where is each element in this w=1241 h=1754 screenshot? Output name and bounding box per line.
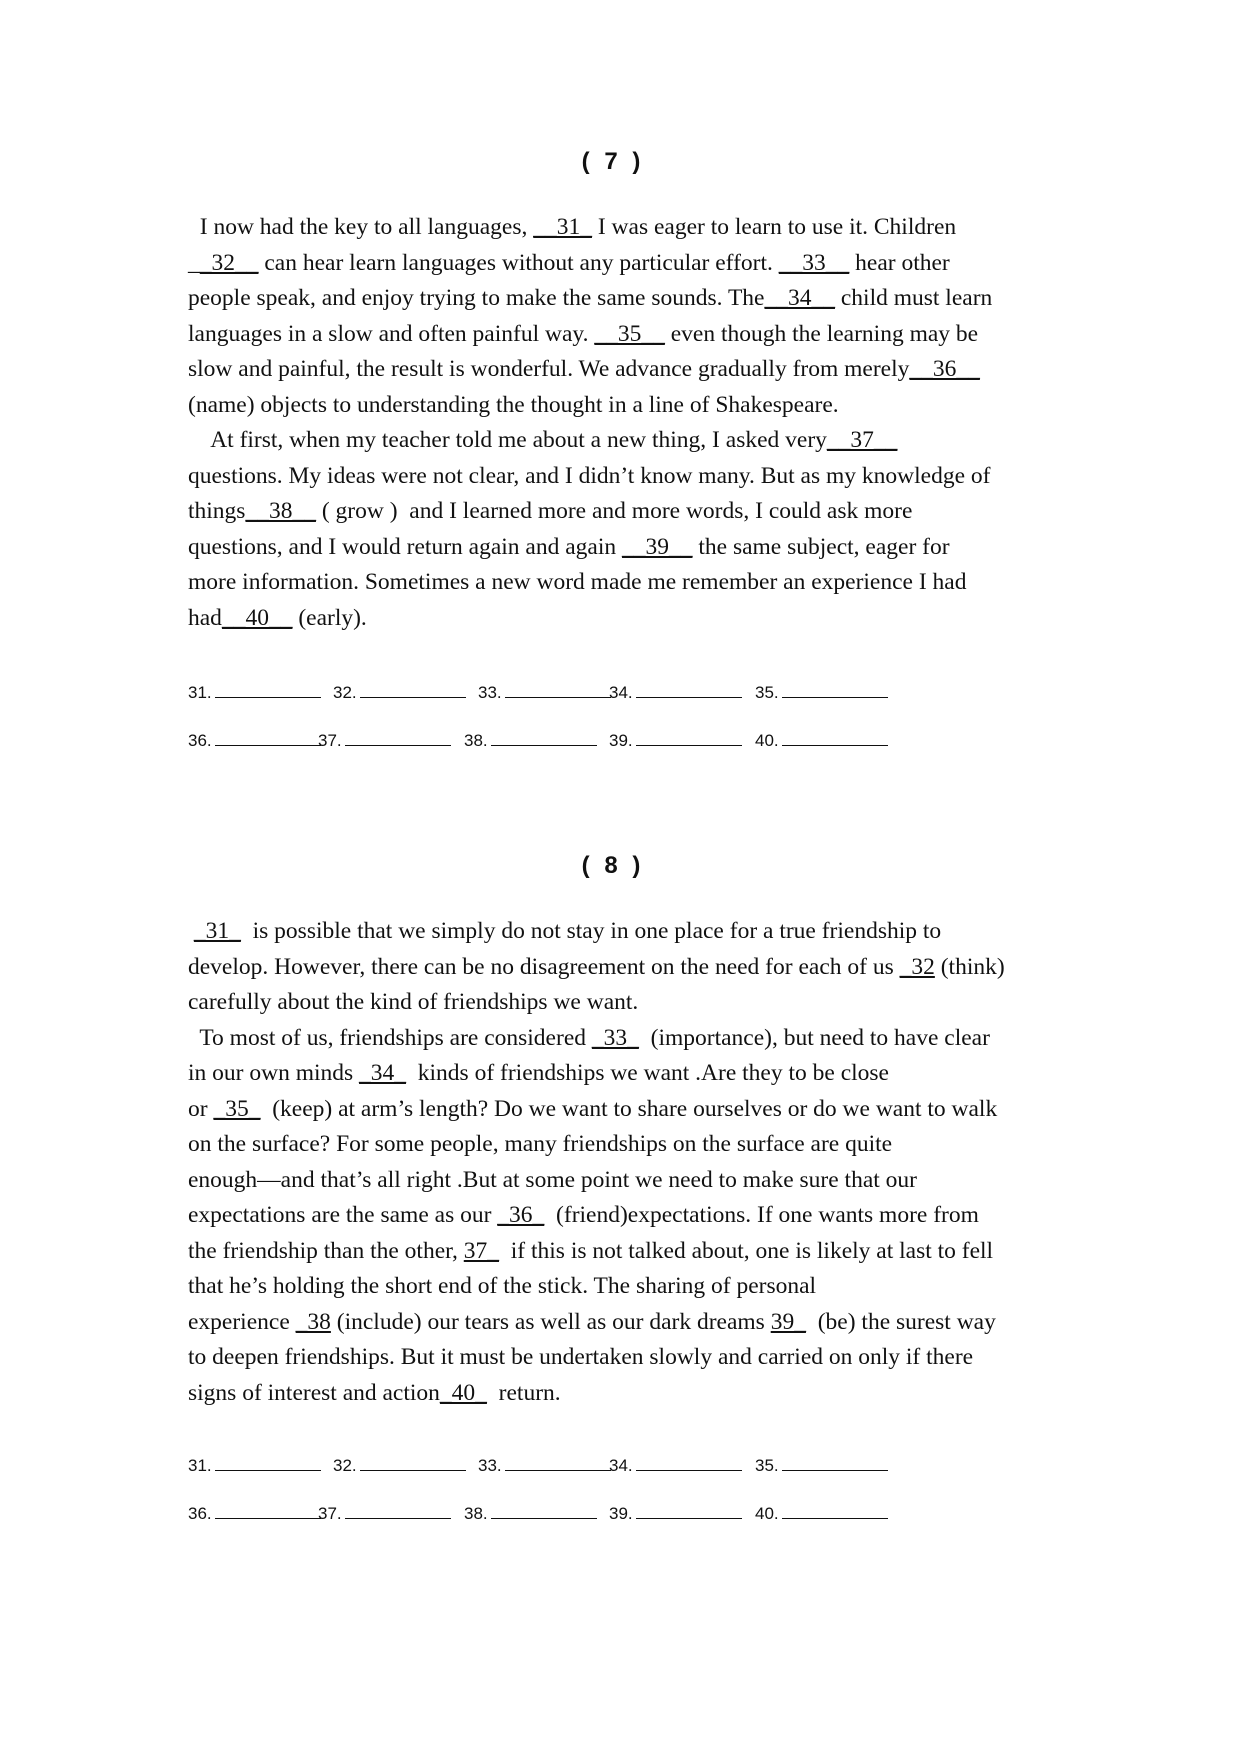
blank-number: _35_ bbox=[213, 1095, 261, 1122]
passage-line bbox=[188, 1163, 1068, 1199]
answer-blank[interactable] bbox=[636, 682, 742, 698]
passage-text: (be) the surest way bbox=[805, 1308, 996, 1335]
passage-line bbox=[188, 246, 1068, 282]
passage-line bbox=[188, 317, 1068, 353]
passage-text: experience bbox=[188, 1308, 296, 1335]
passage-text: return. bbox=[486, 1379, 561, 1406]
passage-line bbox=[188, 1376, 1068, 1412]
answer-number: 38. bbox=[464, 731, 488, 750]
answer-blank[interactable] bbox=[782, 1455, 888, 1471]
passage-text: that he’s holding the short end of the stick. The sharing of personal bbox=[188, 1273, 817, 1299]
answer-item bbox=[755, 1455, 888, 1476]
blank-number: __31_ bbox=[533, 214, 592, 240]
passage-line bbox=[188, 1340, 1068, 1376]
passage-line bbox=[188, 1234, 1068, 1270]
passage-text: in our own minds bbox=[188, 1060, 360, 1086]
answer-item bbox=[755, 1503, 888, 1524]
answer-number: 33. bbox=[478, 1456, 502, 1475]
answer-row bbox=[188, 1503, 1068, 1551]
blank-number: __38__ bbox=[245, 498, 316, 524]
answer-number: 33. bbox=[478, 683, 502, 702]
passage-line bbox=[188, 1127, 1068, 1163]
passage-text: the same subject, eager for bbox=[692, 533, 950, 560]
passage-text: people speak, and enjoy trying to make the same sounds. The bbox=[188, 285, 765, 311]
passage-text: the friendship than the other, bbox=[188, 1237, 464, 1264]
passage-line bbox=[188, 1305, 1068, 1341]
blank-number: _31_ bbox=[193, 918, 241, 944]
answer-number: 36. bbox=[188, 731, 212, 750]
answer-number: 36. bbox=[188, 1504, 212, 1523]
passage-text: to deepen friendships. But it must be undertaken slowly and carried on only if there bbox=[188, 1344, 974, 1370]
blank-number: _38 bbox=[295, 1308, 331, 1335]
passage-line bbox=[188, 601, 1068, 637]
passage-text: ( grow ) and I learned more and more words, I could ask more bbox=[315, 498, 913, 524]
passage-line bbox=[188, 1021, 1068, 1057]
section-heading: ( 8 ) bbox=[581, 852, 645, 879]
answer-item bbox=[333, 1455, 466, 1476]
answer-number: 31. bbox=[188, 683, 212, 702]
answer-number: 35. bbox=[755, 1456, 779, 1475]
answer-item bbox=[478, 682, 611, 703]
answer-item bbox=[188, 1503, 321, 1524]
passage-text: things bbox=[188, 498, 246, 524]
answer-blank[interactable] bbox=[215, 1503, 321, 1519]
answer-number: 39. bbox=[609, 1504, 633, 1523]
passage-line bbox=[188, 494, 1068, 530]
passage-line bbox=[188, 1198, 1068, 1234]
answer-blank[interactable] bbox=[215, 682, 321, 698]
answer-blank[interactable] bbox=[782, 682, 888, 698]
answer-row bbox=[188, 730, 1068, 778]
passage bbox=[188, 914, 1068, 1411]
passage-text: can hear learn languages without any particular effort. bbox=[258, 249, 779, 276]
answer-blank[interactable] bbox=[782, 730, 888, 746]
passage-text: questions. My ideas were not clear, and I didn’t know many. But as my knowledge of bbox=[188, 462, 991, 489]
answer-number: 31. bbox=[188, 1456, 212, 1475]
passage-text: on the surface? For some people, many friendships on the surface are quite bbox=[188, 1131, 893, 1157]
passage-text: questions, and I would return again and again bbox=[188, 533, 622, 560]
passage-text: signs of interest and action bbox=[188, 1379, 440, 1406]
answer-blank[interactable] bbox=[215, 730, 321, 746]
blank-number: __37__ bbox=[826, 427, 898, 453]
answer-blank[interactable] bbox=[636, 730, 742, 746]
answer-item bbox=[609, 1503, 742, 1524]
passage-text: had bbox=[188, 604, 222, 631]
passage-text: kinds of friendships we want .Are they to be close bbox=[406, 1060, 889, 1086]
blank-number: _40_ bbox=[439, 1379, 487, 1406]
passage-line bbox=[188, 914, 1068, 950]
passage-text: I now had the key to all languages, bbox=[188, 214, 534, 240]
answer-blank[interactable] bbox=[505, 1455, 611, 1471]
passage-text: To most of us, friendships are considered bbox=[188, 1024, 592, 1051]
passage-line bbox=[188, 1269, 1068, 1305]
answer-item bbox=[188, 730, 321, 751]
passage-text: I was eager to learn to use it. Children bbox=[591, 214, 957, 240]
blank-number: __35__ bbox=[594, 320, 665, 347]
passage-text: child must learn bbox=[834, 285, 993, 311]
passage-text: expectations are the same as our bbox=[188, 1202, 498, 1228]
answer-blank[interactable] bbox=[345, 1503, 451, 1519]
passage-text: enough—and that’s all right .But at some point we need to make sure that our bbox=[188, 1166, 917, 1193]
answer-blank[interactable] bbox=[491, 1503, 597, 1519]
passage-text: or bbox=[188, 1095, 214, 1122]
blank-number: __34__ bbox=[764, 285, 835, 311]
answer-item bbox=[188, 1455, 321, 1476]
passage-line bbox=[188, 352, 1068, 388]
answer-number: 39. bbox=[609, 731, 633, 750]
passage-line bbox=[188, 565, 1068, 601]
answer-blank[interactable] bbox=[782, 1503, 888, 1519]
answer-number: 37. bbox=[318, 731, 342, 750]
blank-number: _32__ bbox=[199, 249, 259, 276]
answer-blank[interactable] bbox=[215, 1455, 321, 1471]
blank-number: 39_ bbox=[770, 1308, 806, 1335]
answer-row bbox=[188, 682, 1068, 730]
passage-text: hear other bbox=[849, 249, 950, 276]
blank-number: 37_ bbox=[463, 1237, 500, 1264]
answer-item bbox=[318, 1503, 451, 1524]
answer-item bbox=[464, 1503, 597, 1524]
answer-number: 37. bbox=[318, 1504, 342, 1523]
answer-blank[interactable] bbox=[491, 730, 597, 746]
passage-line bbox=[188, 1056, 1068, 1092]
answer-item bbox=[188, 682, 321, 703]
section-heading: ( 7 ) bbox=[581, 148, 645, 175]
blank-number: __40__ bbox=[221, 604, 293, 631]
answer-blank[interactable] bbox=[345, 730, 451, 746]
passage-text: (keep) at arm’s length? Do we want to share ourselves or do we want to walk bbox=[260, 1095, 998, 1122]
passage-text: (think) bbox=[934, 953, 1005, 980]
blank-number: __33__ bbox=[778, 249, 850, 276]
answer-blank[interactable] bbox=[360, 682, 466, 698]
passage-line bbox=[188, 423, 1068, 459]
answer-number: 32. bbox=[333, 683, 357, 702]
passage-text: (importance), but need to have clear bbox=[638, 1024, 990, 1051]
passage-text: is possible that we simply do not stay in one place for a true friendship to bbox=[240, 918, 942, 944]
answer-blank[interactable] bbox=[636, 1503, 742, 1519]
blank-number: __36__ bbox=[909, 356, 980, 382]
passage bbox=[188, 210, 1068, 636]
answer-grid bbox=[188, 682, 1068, 778]
passage-text: carefully about the kind of friendships we want. bbox=[188, 989, 639, 1015]
answer-blank[interactable] bbox=[360, 1455, 466, 1471]
answer-blank[interactable] bbox=[505, 682, 611, 698]
passage-line bbox=[188, 530, 1068, 566]
answer-number: 32. bbox=[333, 1456, 357, 1475]
passage-text: languages in a slow and often painful way. bbox=[188, 320, 595, 347]
answer-item bbox=[755, 682, 888, 703]
passage-line bbox=[188, 985, 1068, 1021]
passage-text: At first, when my teacher told me about a new thing, I asked very bbox=[188, 427, 827, 453]
passage-text: (early). bbox=[292, 604, 367, 631]
answer-item bbox=[333, 682, 466, 703]
answer-item bbox=[478, 1455, 611, 1476]
passage-line bbox=[188, 281, 1068, 317]
answer-item bbox=[609, 682, 742, 703]
passage-line bbox=[188, 459, 1068, 495]
passage-text: _ bbox=[188, 249, 200, 276]
answer-item bbox=[609, 1455, 742, 1476]
answer-number: 38. bbox=[464, 1504, 488, 1523]
answer-item bbox=[609, 730, 742, 751]
answer-row bbox=[188, 1455, 1068, 1503]
answer-number: 34. bbox=[609, 683, 633, 702]
section-7 bbox=[188, 148, 1068, 778]
answer-item bbox=[318, 730, 451, 751]
section-8 bbox=[188, 852, 1068, 1551]
answer-grid bbox=[188, 1455, 1068, 1551]
passage-text: (include) our tears as well as our dark dreams bbox=[330, 1308, 771, 1335]
blank-number: _33_ bbox=[591, 1024, 639, 1051]
blank-number: _34_ bbox=[359, 1060, 407, 1086]
answer-item bbox=[755, 730, 888, 751]
answer-number: 40. bbox=[755, 1504, 779, 1523]
passage-text: (friend)expectations. If one wants more from bbox=[544, 1202, 979, 1228]
answer-number: 35. bbox=[755, 683, 779, 702]
passage-line bbox=[188, 950, 1068, 986]
answer-blank[interactable] bbox=[636, 1455, 742, 1471]
blank-number: _36_ bbox=[497, 1202, 545, 1228]
answer-item bbox=[464, 730, 597, 751]
answer-number: 34. bbox=[609, 1456, 633, 1475]
passage-line bbox=[188, 210, 1068, 246]
answer-number: 40. bbox=[755, 731, 779, 750]
passage-text: slow and painful, the result is wonderful. We advance gradually from merely bbox=[188, 356, 910, 382]
blank-number: __39__ bbox=[621, 533, 693, 560]
passage-text: if this is not talked about, one is likely at last to fell bbox=[499, 1237, 994, 1264]
passage-text: even though the learning may be bbox=[664, 320, 979, 347]
passage-text: (name) objects to understanding the thought in a line of Shakespeare. bbox=[188, 391, 839, 418]
passage-text: develop. However, there can be no disagreement on the need for each of us bbox=[188, 953, 900, 980]
blank-number: _32 bbox=[899, 953, 935, 980]
passage-line bbox=[188, 388, 1068, 424]
passage-line bbox=[188, 1092, 1068, 1128]
passage-text: more information. Sometimes a new word made me remember an experience I had bbox=[188, 569, 967, 595]
